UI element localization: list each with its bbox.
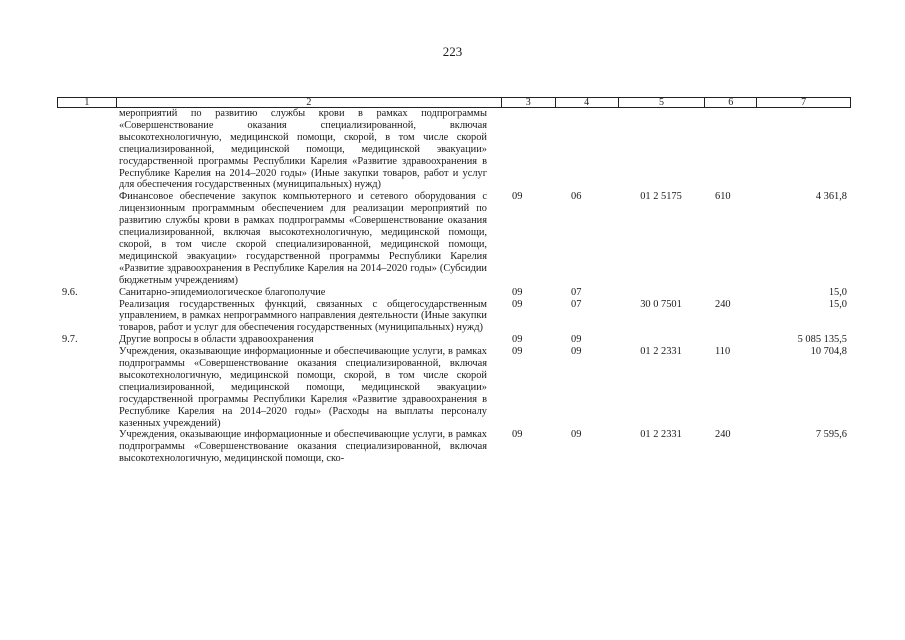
page-number: 223 — [442, 44, 463, 59]
row-section-code: 09 — [512, 286, 523, 298]
row-subsection-code: 07 — [571, 286, 582, 298]
row-description: Финансовое обеспечение закупок компьютерного и сетевого оборудования с лицензионным программным обеспечением для реализации мероприятий по развитию службы крови в рамках подпрограммы «Совершенствование оказания специализированной, включая высокотехнологичную, медицинской помощи, скорой, в том числе скорой специализированной, медицинской помощи, медицинской эвакуации» государственной программы Республики Карелия «Развитие здравоохранения в Республике Карелия на 2014–2020 годы» (Субсидии бюджетным учреждениям) — [119, 191, 487, 286]
row-section-code: 09 — [512, 429, 523, 441]
row-amount: 15,0 — [828, 286, 847, 298]
column-header-1: 1 — [58, 98, 117, 107]
row-description: Санитарно-эпидемиологическое благополучие — [119, 286, 326, 298]
row-expense-type: 240 — [715, 298, 731, 310]
row-amount: 4 361,8 — [815, 191, 847, 203]
row-subsection-code: 09 — [571, 334, 582, 346]
row-target-article: 01 2 5175 — [640, 191, 682, 203]
row-expense-type: 240 — [715, 429, 731, 441]
row-amount: 7 595,6 — [815, 429, 847, 441]
table-row — [57, 346, 857, 429]
row-number: 9.6. — [62, 286, 78, 298]
row-description: Другие вопросы в области здравоохранения — [119, 334, 314, 346]
table-row — [57, 191, 857, 286]
row-description: Учреждения, оказывающие информационные и обеспечивающие услуги, в рамках подпрограммы «Совершенствование оказания специализированной, включая высокотехнологичную, медицинской помощи, скорой, в том числе скорой специализированной, медицинской помощи, медицинской эвакуации» государственной программы Республики Карелия «Развитие здравоохранения в Республике Карелия на 2014–2020 годы» (Расходы на выплаты персоналу казенных учреждений) — [119, 346, 487, 429]
column-header-4: 4 — [556, 98, 619, 107]
row-expense-type: 110 — [715, 346, 731, 358]
table-row — [57, 429, 857, 465]
row-subsection-code: 06 — [571, 191, 582, 203]
row-section-code: 09 — [512, 191, 523, 203]
table-row — [57, 287, 857, 299]
row-number: 9.7. — [62, 334, 78, 346]
table-header-row — [57, 97, 851, 108]
row-subsection-code: 09 — [571, 429, 582, 441]
row-amount: 15,0 — [828, 298, 847, 310]
table-row — [57, 334, 857, 346]
table-body — [57, 108, 857, 465]
table-row — [57, 299, 857, 335]
row-section-code: 09 — [512, 334, 523, 346]
column-header-3: 3 — [502, 98, 556, 107]
row-target-article: 01 2 2331 — [640, 346, 682, 358]
row-description: мероприятий по развитию службы крови в рамках подпрограммы «Совершенствование оказания специализированной, включая высокотехнологичную, медицинской помощи, скорой, в том числе скорой специализированной, медицинской помощи, медицинской эвакуации» государственной программы Республики Карелия «Развитие здравоохранения в Республике Карелия на 2014–2020 годы» (Иные закупки товаров, работ и услуг для обеспечения государственных (муниципальных) нужд) — [119, 108, 487, 191]
column-header-6: 6 — [705, 98, 757, 107]
row-section-code: 09 — [512, 298, 523, 310]
row-description: Учреждения, оказывающие информационные и обеспечивающие услуги, в рамках подпрограммы «Совершенствование оказания специализированной, включая высокотехнологичную, медицинской помощи, ско- — [119, 429, 487, 465]
column-header-5: 5 — [619, 98, 706, 107]
column-header-2: 2 — [117, 98, 502, 107]
row-amount: 10 704,8 — [810, 346, 847, 358]
row-subsection-code: 09 — [571, 346, 582, 358]
row-target-article: 30 0 7501 — [640, 298, 682, 310]
row-target-article: 01 2 2331 — [640, 429, 682, 441]
row-section-code: 09 — [512, 346, 523, 358]
row-subsection-code: 07 — [571, 298, 582, 310]
column-header-7: 7 — [801, 97, 807, 108]
table-row — [57, 108, 857, 191]
row-amount: 5 085 135,5 — [797, 334, 847, 346]
row-description: Реализация государственных функций, связанных с общегосударственным управлением, в рамках непрограммного направления деятельности (Иные закупки товаров, работ и услуг для обеспечения государственных (муниципальных) нужд) — [119, 298, 487, 334]
row-expense-type: 610 — [715, 191, 731, 203]
